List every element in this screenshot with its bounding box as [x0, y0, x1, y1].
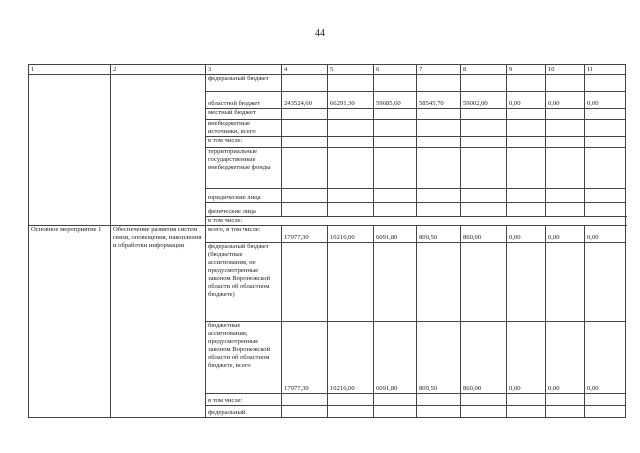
- row-label: областной бюджет: [206, 92, 282, 109]
- value-cell: 10216,00: [328, 322, 374, 394]
- including-row: в том числе:: [206, 217, 626, 226]
- row-label: юридические лица: [206, 189, 282, 203]
- empty-cell: [29, 75, 111, 226]
- row-label: в том числе:: [206, 394, 282, 406]
- header-cell: 9: [507, 65, 546, 75]
- table-row: [29, 226, 626, 243]
- header-cell: 1: [29, 65, 111, 75]
- measure-name: Основное мероприятие 1: [29, 226, 111, 418]
- row-label: федеральный бюджет: [206, 75, 282, 92]
- header-cell: 8: [461, 65, 507, 75]
- row-label: федеральный бюджет (бюджетные ассигнования, не предусмотренные законом Воронежской области об областном бюджете): [206, 243, 282, 322]
- page-number: 44: [315, 28, 325, 39]
- row-label: территориальные государственные внебюджетные фонды: [206, 148, 282, 189]
- row-label: всего, в том числе:: [206, 226, 282, 243]
- value-cell: 58545,70: [417, 92, 461, 109]
- value-cell: 6091,80: [374, 226, 417, 243]
- value-cell: 243524,60: [282, 92, 328, 109]
- row-label: бюджетные ассигнования, предусмотренные законом Воронежской области об областном бюджете, всего: [206, 322, 282, 394]
- value-cell: 809,50: [417, 322, 461, 394]
- row-label: местный бюджет: [206, 109, 282, 120]
- value-cell: 0,00: [507, 226, 546, 243]
- value-cell: 0,00: [507, 92, 546, 109]
- value-cell: 0,00: [546, 92, 585, 109]
- value-cell: 59002,00: [461, 92, 507, 109]
- value-cell: 66291,30: [328, 92, 374, 109]
- value-cell: 0,00: [585, 92, 626, 109]
- empty-cell: [111, 75, 206, 226]
- header-cell: 3: [206, 65, 282, 75]
- row-label: физические лица: [206, 203, 282, 217]
- value-cell: 860,00: [461, 322, 507, 394]
- header-cell: 4: [282, 65, 328, 75]
- table-row: [29, 75, 626, 92]
- budget-table: [28, 64, 626, 418]
- value-cell: 0,00: [546, 226, 585, 243]
- value-cell: 17977,30: [282, 226, 328, 243]
- measure-description: Обеспечение развития систем связи, оповещения, накопления и обработки информации: [111, 226, 206, 418]
- value-cell: 0,00: [546, 322, 585, 394]
- value-cell: 0,00: [585, 226, 626, 243]
- value-cell: 6091,80: [374, 322, 417, 394]
- header-cell: 6: [374, 65, 417, 75]
- row-label: в том числе:: [206, 137, 282, 148]
- value-cell: 809,50: [417, 226, 461, 243]
- header-cell: 10: [546, 65, 585, 75]
- header-cell: 2: [111, 65, 206, 75]
- value-cell: 860,00: [461, 226, 507, 243]
- value-cell: 59685,60: [374, 92, 417, 109]
- value-cell: 0,00: [585, 322, 626, 394]
- header-cell: 7: [417, 65, 461, 75]
- header-cell: 5: [328, 65, 374, 75]
- row-label: внебюджетные источники, всего: [206, 120, 282, 137]
- value-cell: 17977,30: [282, 322, 328, 394]
- value-cell: 10216,00: [328, 226, 374, 243]
- header-cell: 11: [585, 65, 626, 75]
- row-label: федеральный: [206, 406, 282, 418]
- value-cell: 0,00: [507, 322, 546, 394]
- header-row: [29, 65, 626, 75]
